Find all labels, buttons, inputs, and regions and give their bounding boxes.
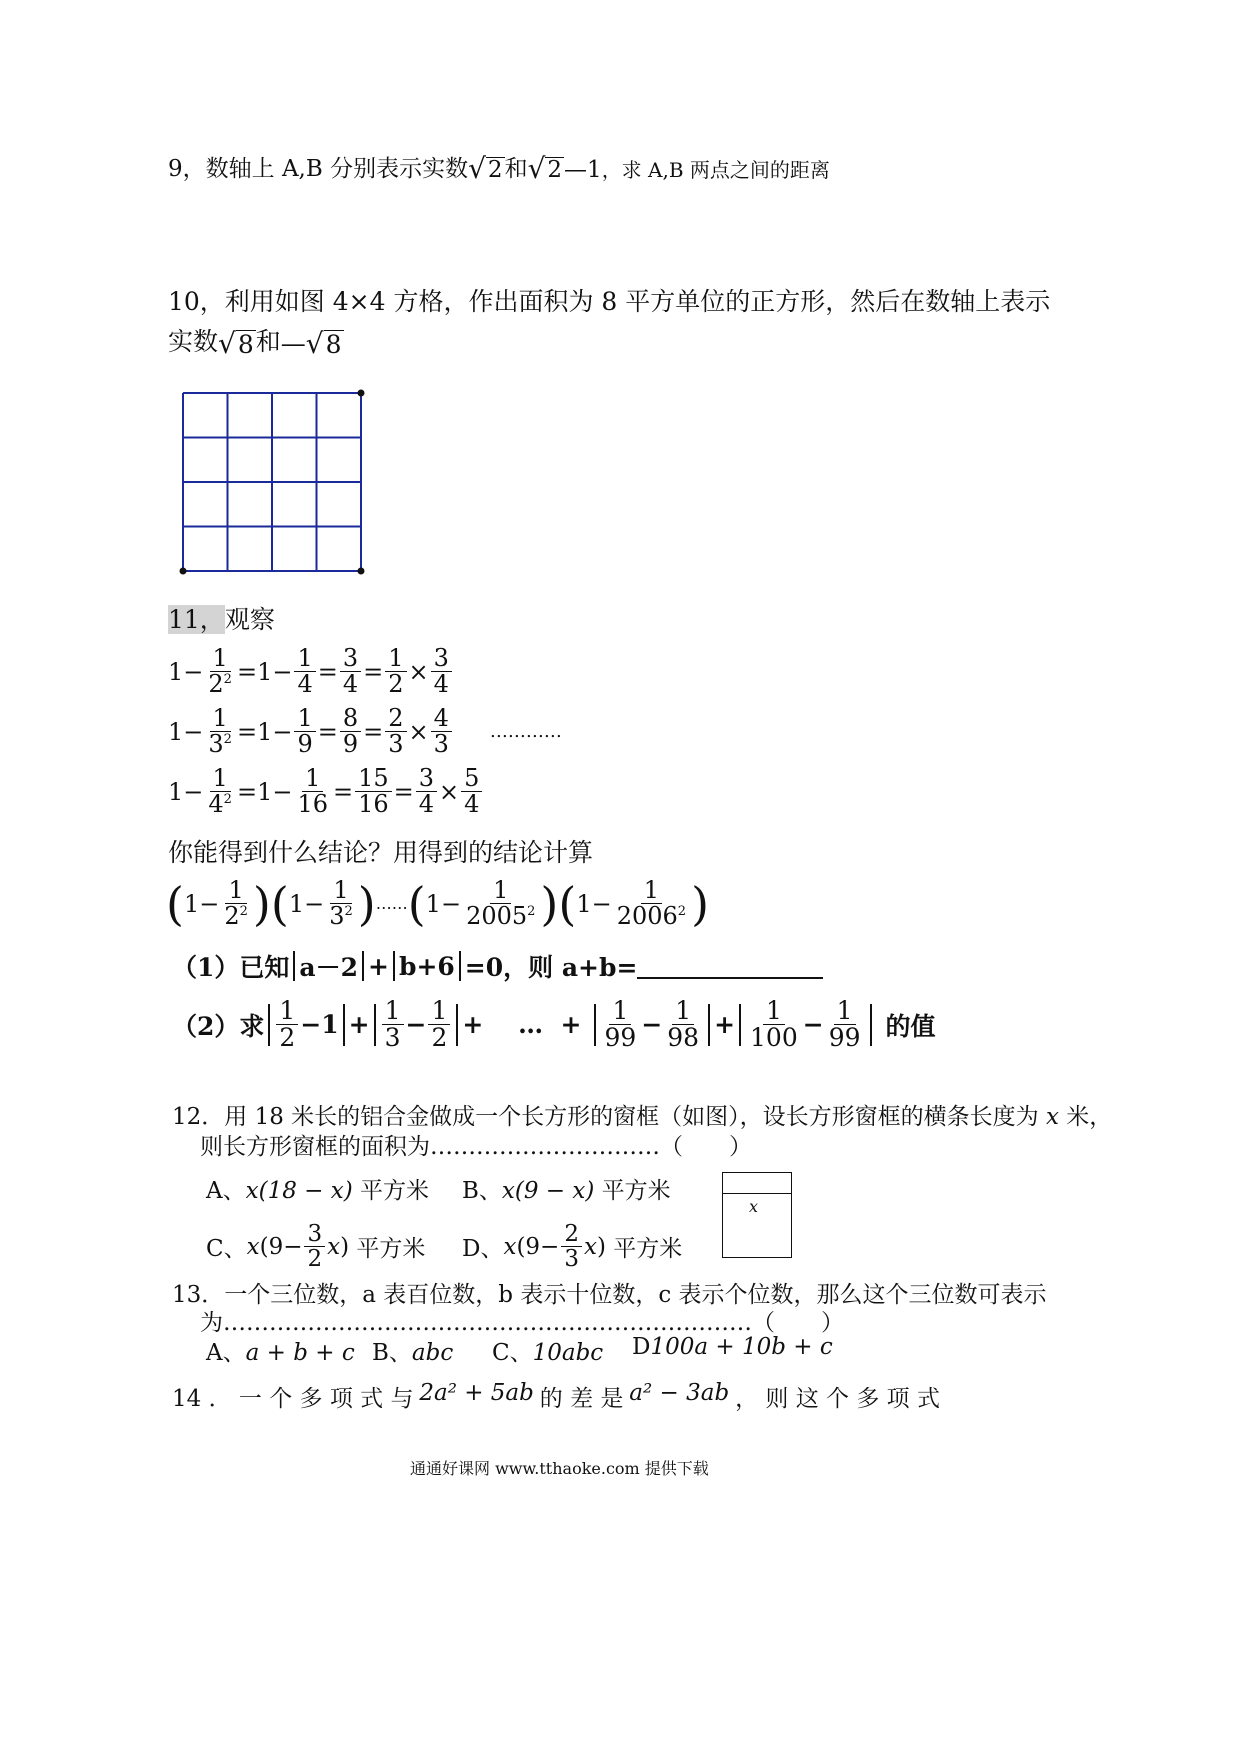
sqrt-8-a: √ 8 <box>218 327 254 360</box>
frac-num: 3 <box>304 1222 325 1247</box>
option-label: C、 <box>206 1236 247 1263</box>
frac-den: 4 <box>342 670 359 699</box>
frac-num: 1 <box>210 766 231 792</box>
frac-den: 3 <box>388 730 404 759</box>
frac-den: 3 <box>433 730 449 759</box>
frac-num: 3 <box>340 646 361 672</box>
q10-and: 和 <box>255 327 281 356</box>
sub1-term2: b+6 <box>398 951 455 981</box>
frac-den: 99 <box>828 1023 861 1053</box>
grid-4x4 <box>178 388 368 578</box>
sqrt-2-b: √ 2 <box>527 152 563 185</box>
sub2-tail: 的值 <box>885 1011 936 1041</box>
q9-and: 和 <box>504 156 528 182</box>
frac-num: 1 <box>210 646 231 672</box>
frac-den: 2 <box>279 1023 296 1053</box>
frac-den: 16 <box>297 790 328 819</box>
sub1-term1: a－2 <box>299 953 359 982</box>
question-10-line1: 10，利用如图 4×4 方格，作出面积为 8 平方单位的正方形，然后在数轴上表示 <box>168 287 1051 316</box>
option-expr: x(9 − x) <box>501 1178 595 1204</box>
grid-corner-dot <box>358 390 365 397</box>
q14-expr1: 2a² + 5ab <box>419 1380 534 1406</box>
q11-sub1 <box>172 948 823 984</box>
option-label: B、 <box>372 1340 412 1366</box>
frac-den: 100 <box>750 1023 798 1053</box>
q11-number: 11， <box>168 605 225 634</box>
frac-den: 99 <box>604 1023 637 1053</box>
q14-expr2: a² − 3ab <box>629 1380 730 1406</box>
q12-option-d[interactable]: D、 x (9− $\frac{2}{3}$ x ) 平方米 <box>462 1221 683 1273</box>
sub1-label: （1）已知 <box>172 953 290 982</box>
option-expr: x(18 − x) <box>245 1178 353 1204</box>
q12-option-c[interactable]: C、 x (9− $\frac{3}{2}$ x ) 平方米 <box>206 1221 426 1273</box>
option-label: B、 <box>462 1178 502 1204</box>
frac-den: 2 <box>224 902 240 931</box>
frac-num: 5 <box>461 766 482 792</box>
q9-suffix: ，求 A,B 两点之间的距离 <box>601 158 830 182</box>
q11-label: 观察 <box>224 605 275 634</box>
q9-radicand-1: 2 <box>487 156 503 183</box>
question-12-line2: 则长方形窗框的面积为…………………………（ ） <box>200 1134 752 1160</box>
frac-den: 3 <box>329 902 345 931</box>
sub1-tail: =0，则 a+b= <box>464 953 638 982</box>
q12-option-b[interactable] <box>462 1172 671 1205</box>
equation-row-3: 1− $\frac{1}{4^2}$ =1− $\frac{1}{16}$ = $\frac{15}{16}$ = $\frac{3}{4}$ × $\frac{5}{4}$ <box>168 766 484 817</box>
q10-radicand-2: 8 <box>325 329 342 359</box>
frac-num: 1 <box>294 646 315 672</box>
q14-text-c: ， 则 这 个 多 项 式 <box>735 1386 940 1412</box>
option-unit: 平方米 <box>613 1236 683 1263</box>
q13-option-c[interactable] <box>492 1334 603 1367</box>
frame-crossbar <box>723 1193 791 1194</box>
q9-radicand-2: 2 <box>547 156 563 183</box>
option-expr: abc <box>411 1340 454 1366</box>
q14-text-a: 14 ． 一 个 多 项 式 与 <box>172 1386 414 1412</box>
question-9 <box>168 150 830 183</box>
q12-var: x <box>1045 1104 1059 1130</box>
q10-neg: — <box>280 329 306 358</box>
frac-num: 1 <box>385 646 406 672</box>
frac-den: 3 <box>384 1023 401 1053</box>
frac-den: 2005 <box>466 902 528 931</box>
sqrt-2-a: √ 2 <box>468 152 503 185</box>
sub2-label: （2）求 <box>172 1011 265 1041</box>
frac-num: 1 <box>302 766 323 792</box>
frac-den: 4 <box>297 670 313 699</box>
q11-sub2: （2）求 $\frac{1}{2}$ −1 + $\frac{1}{3}$ − $\frac{1}{2}$ + … + $\frac{1}{99}$ − $\frac{1}{98}$ + $\frac{1}{100}$ − $\frac{1}{99}$ 的值 <box>172 996 936 1053</box>
question-14 <box>172 1380 940 1413</box>
option-label: D <box>632 1334 651 1360</box>
frac-num: 1 <box>294 706 315 732</box>
option-label: D、 <box>462 1236 504 1263</box>
grid-corner-dot <box>180 568 187 575</box>
frac-den: 9 <box>342 730 359 759</box>
option-label: A、 <box>206 1340 246 1366</box>
sub1-plus: + <box>368 951 389 981</box>
question-13-line2: 为……………………………………………………………（ ） <box>200 1310 844 1336</box>
frac-num: 4 <box>431 706 452 732</box>
option-expr: 100a + 10b + c <box>650 1334 833 1360</box>
equation-row-2: 1− $\frac{1}{3^2}$ =1− $\frac{1}{9}$ = $\frac{8}{9}$ = $\frac{2}{3}$ × $\frac{4}{3}$ ………… <box>168 704 562 759</box>
option-label: A、 <box>206 1178 246 1204</box>
frac-den: 16 <box>358 790 389 819</box>
frac-den: 4 <box>433 670 449 699</box>
question-10-line2 <box>168 322 344 358</box>
option-unit: 平方米 <box>356 1236 426 1263</box>
frac-den: 3 <box>208 730 224 759</box>
frac-den: 3 <box>564 1246 579 1273</box>
frac-num: 2 <box>561 1222 582 1247</box>
q9-minus-one: —1 <box>564 157 602 183</box>
q11-question: 你能得到什么结论？用得到的结论计算 <box>168 838 594 867</box>
q13-option-a[interactable] <box>206 1334 355 1367</box>
frac-num: 1 <box>210 706 231 732</box>
sub2-middle: + … + <box>462 1010 582 1040</box>
frac-den: 2006 <box>616 902 678 931</box>
q12-option-a[interactable] <box>206 1172 429 1205</box>
question-12-line1 <box>172 1098 1112 1131</box>
option-unit: 平方米 <box>360 1178 429 1204</box>
frac-den: 9 <box>297 730 313 759</box>
answer-blank[interactable] <box>637 953 823 979</box>
frac-den: 2 <box>431 1023 448 1053</box>
ellipsis-dots: ………… <box>489 721 562 743</box>
ellipsis: …… <box>375 894 408 914</box>
option-expr: a + b + c <box>245 1340 355 1366</box>
equation-row-1: 1− $\frac{1}{2^2}$ =1− $\frac{1}{4}$ = $\frac{3}{4}$ = $\frac{1}{2}$ × $\frac{3}{4}$ <box>168 646 454 697</box>
frac-den: 2 <box>388 670 404 699</box>
frac-num: 2 <box>385 706 406 732</box>
option-label: C、 <box>492 1340 533 1366</box>
option-unit: 平方米 <box>601 1178 671 1204</box>
sqrt-8-b: √ 8 <box>305 327 342 360</box>
frac-den: 4 <box>418 790 435 819</box>
q10-radicand-1: 8 <box>237 329 254 359</box>
q13-option-b[interactable] <box>372 1334 453 1367</box>
frac-den: 2 <box>208 670 224 699</box>
frac-num: 15 <box>355 766 392 792</box>
q9-prefix: 9，数轴上 A,B 分别表示实数 <box>168 156 469 182</box>
frac-num: 8 <box>340 706 361 732</box>
q13-option-d[interactable] <box>632 1334 833 1360</box>
frac-den: 98 <box>667 1023 700 1053</box>
q12-unit: 米， <box>1066 1104 1113 1130</box>
question-13-line1: 13．一个三位数，a 表百位数，b 表示十位数，c 表示个位数，那么这个三位数可表示 <box>172 1282 1047 1308</box>
frac-den: 2 <box>307 1246 323 1273</box>
q10-prefix: 实数 <box>168 327 219 356</box>
frac-num: 3 <box>431 646 452 672</box>
product-expression: ( 1− $\frac{1}{2^2}$ ) ( 1− $\frac{1}{3^2}$ ) …… ( 1− $\frac{1}{2005^2}$ ) ( 1− $\frac{1}{2006^2}$ ) <box>166 876 710 931</box>
q12-text: 12．用 18 米长的铝合金做成一个长方形的窗框（如图），设长方形窗框的横条长度为 <box>172 1104 1039 1130</box>
frac-den: 4 <box>464 790 480 819</box>
question-11-title <box>168 600 275 636</box>
window-frame-figure <box>722 1172 792 1258</box>
frame-label: x <box>749 1197 759 1216</box>
option-expr: 10abc <box>532 1340 604 1366</box>
frac-num: 3 <box>416 766 437 792</box>
grid-corner-dot <box>358 568 365 575</box>
footer-credit: 通通好课网 www.tthaoke.com 提供下载 <box>410 1459 709 1478</box>
frac-den: 4 <box>208 790 224 819</box>
q14-text-b: 的 差 是 <box>539 1386 624 1412</box>
